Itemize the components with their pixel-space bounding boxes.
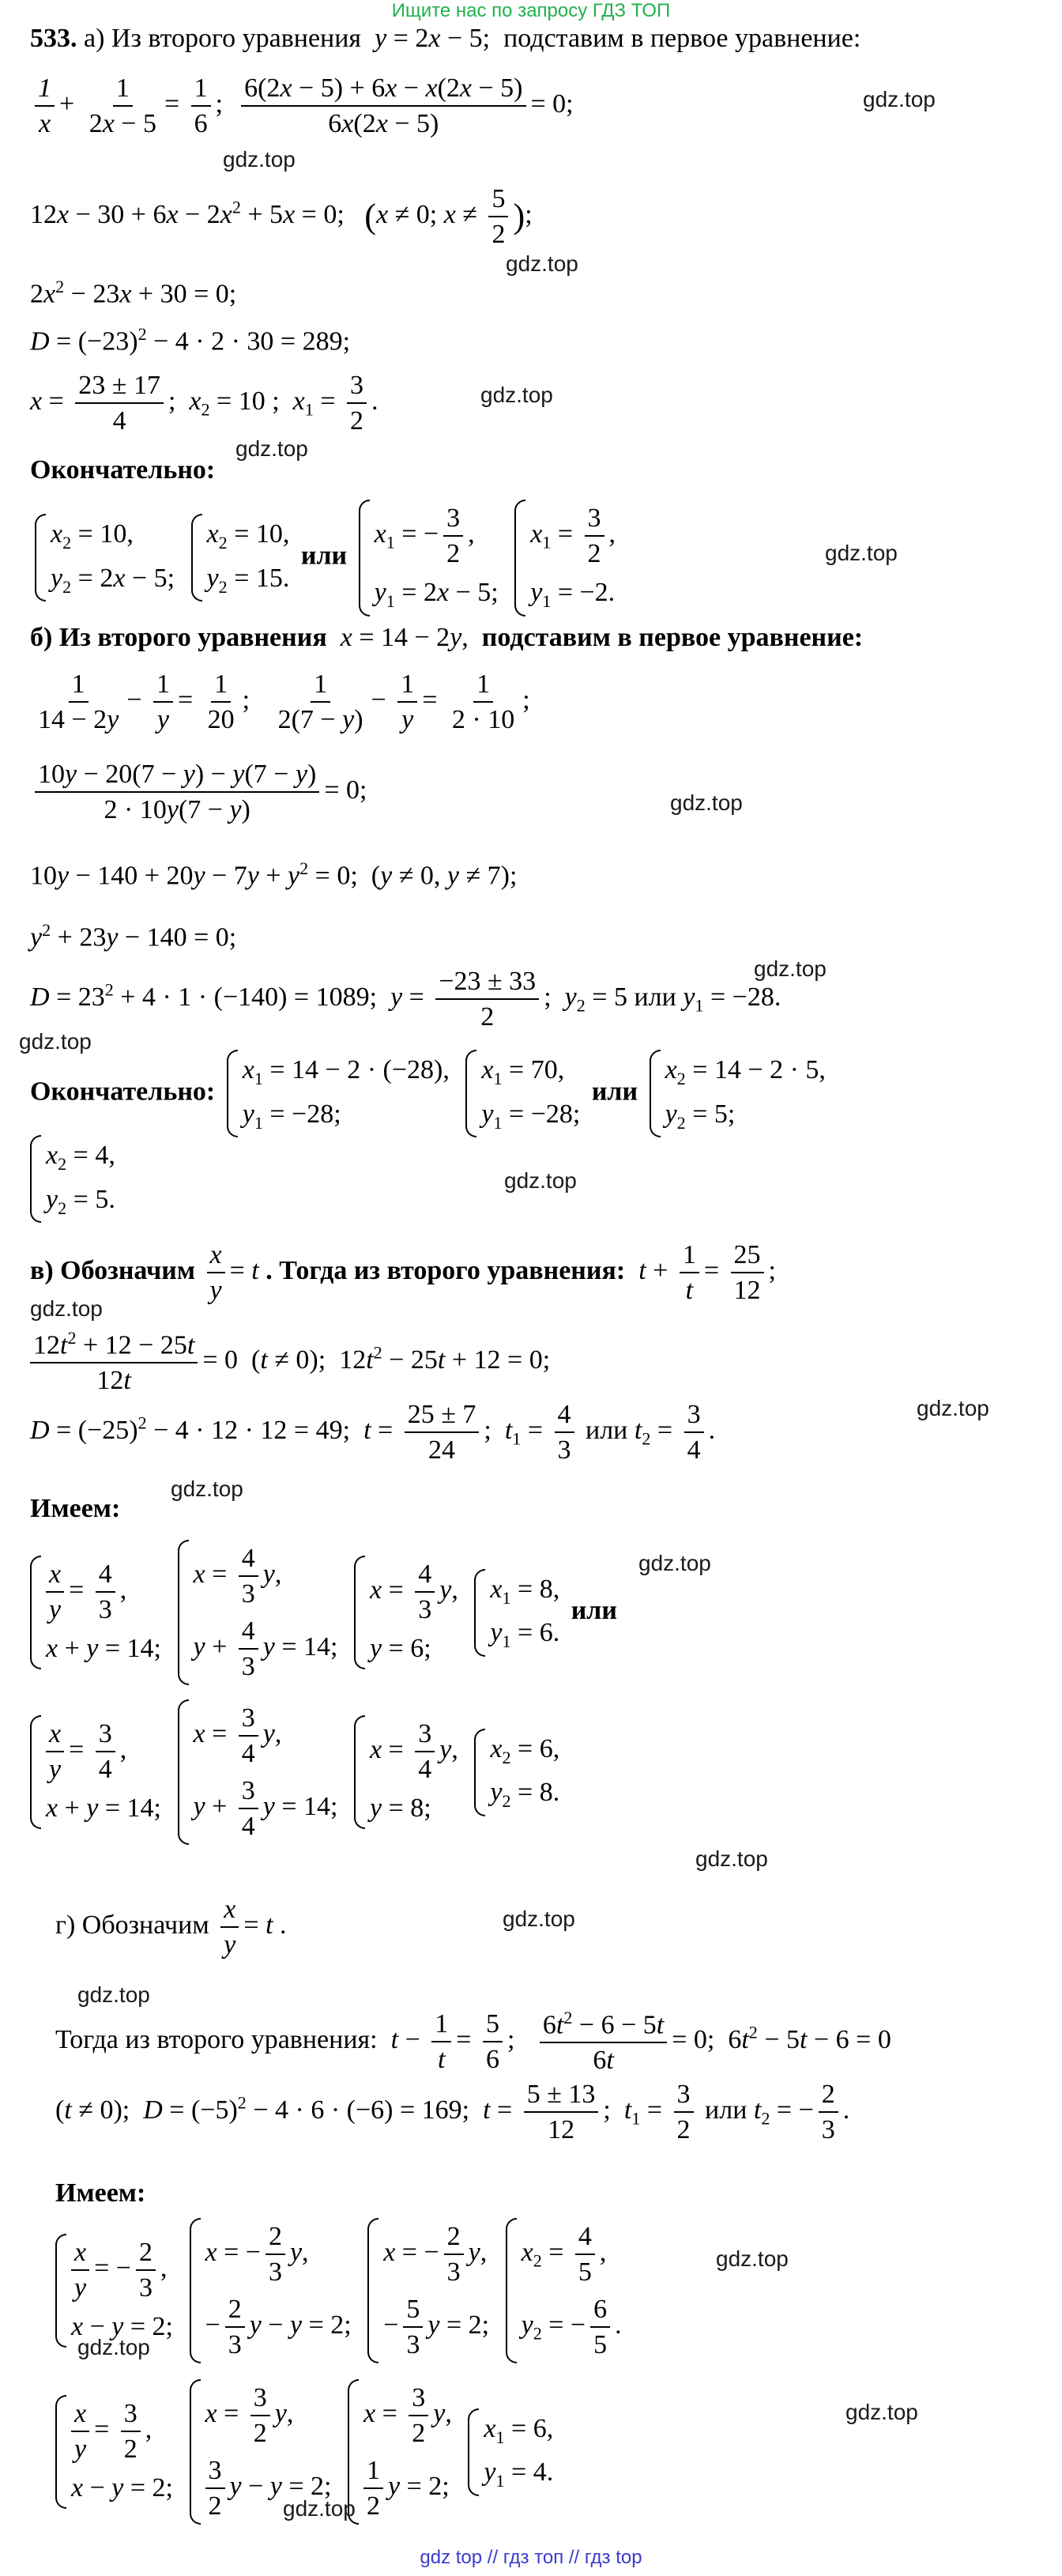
watermark: gdz.top (917, 1396, 989, 1420)
final-label-b: Окончательно: (30, 1077, 216, 1107)
have-label-g: Имеем: (55, 2178, 146, 2208)
subst-text-b: подставим в первое уравнение: (481, 623, 864, 652)
part-g-intro: г) Обозначим $\frac{x}{y}$ = t . (55, 1895, 287, 1960)
watermark: gdz.top (754, 956, 827, 981)
watermark: gdz.top (825, 541, 898, 565)
g-then-text: Тогда из второго уравнения: (55, 2025, 378, 2055)
watermark: gdz.top (504, 1168, 577, 1193)
systems-g1: $\frac{x}{y}$ = − $\frac{2}{3}$ , x − y = 2; x = − $\frac{2}{3}$ y, − $\frac{2}{3}$ y − y = 2; x = − $\frac{2}{3}$ y, − $\frac{5}{3}$ y = 2; $x_2$ = $\frac{4}{5}$ , $y_2$ = − $\frac{6}{5}$ . (55, 2218, 627, 2363)
equation-b1: $\frac{1}{14 - 2y}$ − $\frac{1}{y}$ = $\frac{1}{20}$ ; $\frac{1}{2(7 - y)}$ − $\frac{1}{y}$ = $\frac{1}{2 \cdot 10}$ ; (38, 669, 530, 735)
watermark: gdz.top (480, 383, 553, 407)
part-a-label: а) Из второго уравнения (84, 24, 362, 53)
watermark: gdz.top (638, 1551, 711, 1575)
have-label-v: Имеем: (30, 1494, 121, 1523)
part-b-intro: б) Из второго уравнения x = 14 − 2y, подставим в первое уравнение: (30, 623, 864, 652)
systems-b2: $x_2 = 4$, $y_2 = 5$. (30, 1135, 120, 1223)
systems-v2: $\frac{x}{y}$ = $\frac{3}{4}$ , x + y = 14; x = $\frac{3}{4}$ y, y + $\frac{3}{4}$ y = 14; x = $\frac{3}{4}$ y, y = 8; $x_2 = 6$, $y_2 = 8$. (30, 1699, 564, 1845)
or-word: или (571, 1595, 617, 1625)
systems-g2: $\frac{x}{y}$ = $\frac{3}{2}$ , x − y = 2; x = $\frac{3}{2}$ y, $\frac{3}{2}$ y − y = 2; x = $\frac{3}{2}$ y, $\frac{1}{2}$ y = 2; $x_1 = 6$, $y_1 = 4$. (55, 2379, 558, 2525)
watermark: gdz.top (695, 1846, 768, 1871)
watermark: gdz.top (77, 1982, 150, 2007)
footer-links[interactable]: gdz top // гдз топ // гдз top (420, 2547, 642, 2568)
equation-a2: $12x - 30 + 6x - 2x^2 + 5x = 0$; (x ≠ 0; x ≠ $\frac{5}{2}$ ); (30, 184, 533, 250)
watermark: gdz.top (19, 1029, 92, 1054)
watermark: gdz.top (30, 1296, 103, 1321)
watermark: gdz.top (716, 2246, 789, 2271)
part-v-label: в) Обозначим (30, 1255, 195, 1285)
watermark: gdz.top (283, 2496, 356, 2521)
equation-b4: $y^2 + 23y - 140 = 0$; (30, 920, 237, 952)
equation-a1: $\frac{1}{x}$ + $\frac{1}{2x - 5}$ = $\frac{1}{6}$ ; $\frac{6(2x - 5) + 6x - x(2x - 5)}{6x(2x - 5)}$ = 0; (30, 73, 574, 139)
equation-a4: $D = (-23)^2 - 4 \cdot 2 \cdot 30 = 289$; (30, 324, 351, 356)
part-a-intro: 533. а) Из второго уравнения y = 2x − 5; подставим в первое уравнение: (30, 24, 861, 53)
equation-b3: $10y - 140 + 20y - 7y + y^2 = 0$; (y ≠ 0, y ≠ 7); (30, 858, 518, 891)
subst-text: подставим в первое уравнение: (503, 24, 861, 53)
search-banner[interactable]: Ищите нас по запросу ГДЗ ТОП (391, 0, 671, 21)
watermark: gdz.top (171, 1477, 243, 1501)
systems-v1: $\frac{x}{y}$ = $\frac{4}{3}$ , x + y = 14; x = $\frac{4}{3}$ y, y + $\frac{4}{3}$ y = 14; x = $\frac{4}{3}$ y, y = 6; $x_1 = 8$, $y_1 = 6$. или (30, 1540, 617, 1685)
equation-v1: $\frac{12t^2 + 12 - 25t}{12t}$ = 0 (t ≠ 0); $12t^2 - 25t + 12 = 0$; (30, 1328, 550, 1397)
or-word: или (300, 541, 348, 571)
equation-a5: x = $\frac{23 \pm 17}{4}$ ; $x_2 = 10$ ; $x_1$ = $\frac{3}{2}$ . (30, 371, 378, 436)
equation-b2: $\frac{10y - 20(7 - y) - y(7 - y)}{2 \cdot 10y(7 - y)}$ = 0; (30, 759, 367, 825)
v-then-text: . Тогда из второго уравнения: (266, 1255, 626, 1285)
systems-b1: Окончательно: $x_1 = 14 - 2 \cdot (-28)$, $y_1 = -28$; $x_1 = 70$, $y_1 = -28$; или $x_2 = 14 - 2 \cdot 5$, $y_2 = 5$; (30, 1050, 830, 1137)
part-b-label: б) Из второго уравнения (30, 623, 327, 652)
watermark: gdz.top (670, 790, 743, 815)
final-label-a: Окончательно: (30, 455, 216, 485)
watermark: gdz.top (863, 87, 936, 111)
watermark: gdz.top (223, 147, 296, 172)
equation-g2: (t ≠ 0); $D = (-5)^2 - 4 \cdot 6 \cdot (-6) = 169$; t = $\frac{5 \pm 13}{12}$ ; $t_1$ = $\frac{3}{2}$ или $t_2$ = − $\frac{2}{3}$ . (55, 2080, 850, 2145)
equation-b5: $D = 23^2 + 4 \cdot 1 \cdot (-140) = 1089$; y = $\frac{-23 \pm 33}{2}$ ; $y_2 = 5$ или $y_1 = -28$. (30, 967, 781, 1032)
watermark: gdz.top (845, 2400, 918, 2424)
or-word: или (591, 1077, 638, 1107)
watermark: gdz.top (506, 251, 578, 276)
watermark: gdz.top (235, 436, 308, 461)
systems-a: $x_2 = 10$, $y_2 = 2x - 5$; $x_2 = 10$, $y_2 = 15$. или $x_1$ = − $\frac{3}{2}$ , $y_1 = 2x - 5$; $x_1$ = $\frac{3}{2}$ , $y_1 = -2$. (30, 500, 620, 617)
watermark: gdz.top (77, 2335, 150, 2359)
watermark: gdz.top (503, 1907, 575, 1931)
problem-number: 533. (30, 24, 77, 53)
part-g-label: г) Обозначим (55, 1910, 209, 1940)
part-v-intro: в) Обозначим $\frac{x}{y}$ = t . Тогда из второго уравнения: t + $\frac{1}{t}$ = $\frac{25}{12}$ ; (30, 1240, 776, 1306)
equation-a3: $2x^2 - 23x + 30 = 0$; (30, 277, 237, 309)
equation-v2: $D = (-25)^2 - 4 \cdot 12 \cdot 12 = 49$; t = $\frac{25 \pm 7}{24}$ ; $t_1$ = $\frac{4}{3}$ или $t_2$ = $\frac{3}{4}$ . (30, 1400, 716, 1465)
equation-g1: Тогда из второго уравнения: t − $\frac{1}{t}$ = $\frac{5}{6}$ ; $\frac{6t^2 - 6 - 5t}{6t}$ = 0; $6t^2 - 5t - 6 = 0$ (55, 2008, 891, 2076)
